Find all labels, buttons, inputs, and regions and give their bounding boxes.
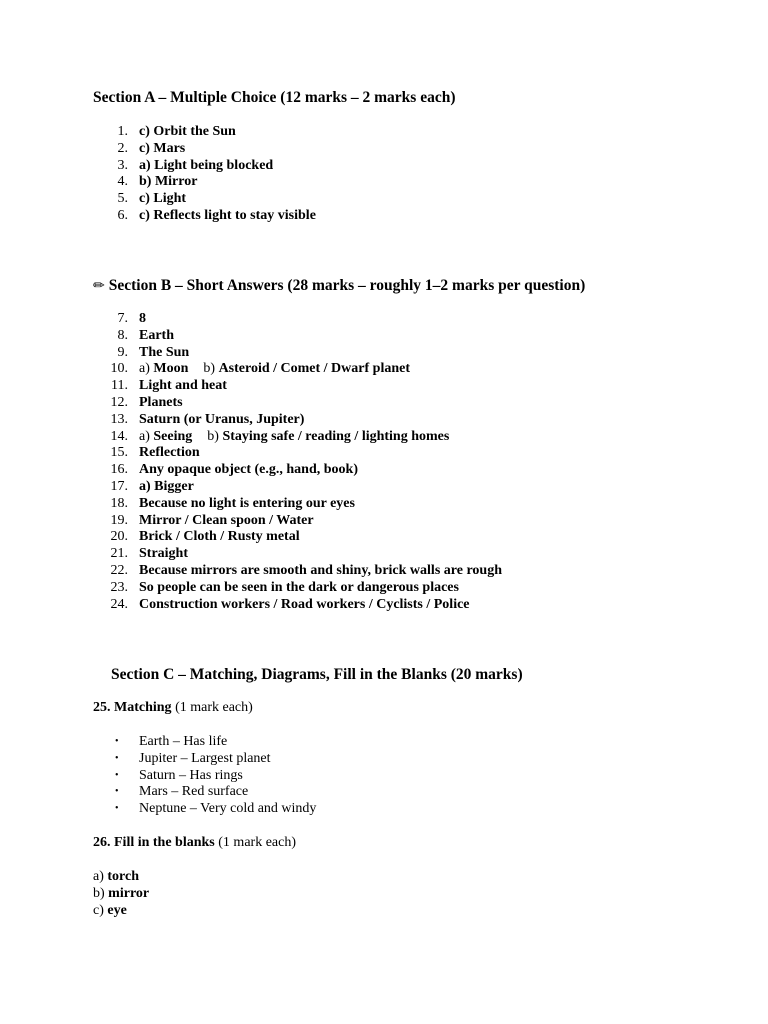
part-a-label: a) [139,428,154,444]
item-number: 1. [117,124,128,139]
item-answer: Any opaque object (e.g., hand, book) [139,462,358,478]
list-item [0,141,768,158]
matching-pair: Saturn – Has rings [139,767,243,783]
list-item [93,886,149,903]
list-item [0,174,768,191]
item-answer: Earth [139,327,174,343]
list-item [0,597,768,614]
list-item [93,903,149,920]
matching-note: (1 mark each) [171,700,253,715]
part-a-label: a) [139,361,154,377]
item-answer [139,429,449,446]
matching-pair: Earth – Has life [139,734,228,749]
item-answer: Planets [139,394,183,410]
item-number: 4. [117,174,128,190]
item-number: 15. [110,445,128,461]
matching-title: 25. Matching [93,700,172,715]
item-answer: Reflection [139,445,200,461]
blank-label: c) [93,902,108,918]
list-item [0,462,768,479]
bullet-icon: • [115,769,119,781]
list-item [0,124,768,141]
list-item [0,479,768,496]
list-item [0,734,768,751]
part-b-answer: Staying safe / reading / lighting homes [222,428,450,444]
list-item [0,311,768,328]
item-number: 7. [117,311,128,326]
item-answer: c) Light [139,191,187,207]
item-answer: Light and heat [139,378,227,394]
section-c-heading: Section C – Matching, Diagrams, Fill in the Blanks (20 marks) [111,666,523,683]
list-item [0,445,768,462]
list-item [0,513,768,530]
item-answer: Straight [139,546,188,562]
item-answer: a) Bigger [139,478,194,494]
item-answer: Brick / Cloth / Rusty metal [139,529,300,545]
item-number: 11. [111,378,128,394]
list-item [0,328,768,345]
item-number: 18. [110,495,128,511]
item-number: 5. [117,191,128,207]
list-item [0,496,768,513]
pencil-icon: ✏ [93,278,105,294]
part-a-answer: Moon [153,361,189,377]
list-item [0,158,768,175]
list-item [0,429,768,446]
item-answer: Mirror / Clean spoon / Water [139,512,314,528]
item-answer: Saturn (or Uranus, Jupiter) [139,411,305,427]
item-answer: c) Reflects light to stay visible [139,207,316,223]
item-answer: So people can be seen in the dark or dangerous places [139,579,459,595]
part-a-answer: Seeing [153,428,193,444]
blank-answer: mirror [108,885,150,901]
section-b-heading [93,276,585,296]
list-item [0,345,768,362]
item-number: 12. [110,394,128,410]
item-answer: Because mirrors are smooth and shiny, brick walls are rough [139,562,502,578]
list-item [0,191,768,208]
list-item [0,801,768,818]
fill-blanks-note: (1 mark each) [214,835,296,850]
blank-label: a) [93,869,108,884]
item-number: 13. [110,411,128,427]
item-answer: b) Mirror [139,174,198,190]
list-item [0,580,768,597]
item-number: 3. [117,157,128,173]
item-answer: 8 [139,311,146,326]
matching-pair: Mars – Red surface [139,784,249,800]
list-item [93,869,149,886]
item-number: 19. [110,512,128,528]
list-item [0,412,768,429]
bullet-icon: • [115,736,119,747]
list-item [0,395,768,412]
item-answer: Because no light is entering our eyes [139,495,355,511]
list-item [0,563,768,580]
fill-blanks-list [93,869,149,919]
list-item [0,529,768,546]
item-number: 24. [110,596,128,612]
matching-list [0,734,768,818]
blank-answer: eye [107,902,127,918]
list-item [0,784,768,801]
blank-answer: torch [107,869,140,884]
item-answer: The Sun [139,344,190,360]
blank-label: b) [93,885,109,901]
section-b-heading-text: Section B – Short Answers (28 marks – roughly 1–2 marks per question) [108,277,586,294]
part-b-label: b) [203,361,219,377]
matching-heading [93,699,253,717]
item-number: 22. [110,562,128,578]
item-answer [139,361,410,378]
item-answer: c) Mars [139,140,186,156]
item-number: 8. [117,327,128,343]
item-number: 6. [117,207,128,223]
item-answer: Construction workers / Road workers / Cyclists / Police [139,596,470,612]
section-a-answer-list [0,124,768,225]
list-item [0,378,768,395]
list-item [0,546,768,563]
matching-pair: Neptune – Very cold and windy [139,801,317,817]
list-item [0,751,768,768]
item-number: 16. [110,462,128,478]
item-answer: c) Orbit the Sun [139,124,236,139]
list-item [0,208,768,225]
item-number: 14. [110,428,128,444]
item-number: 2. [117,140,128,156]
item-number: 10. [110,361,128,377]
bullet-icon: • [115,803,119,815]
item-number: 9. [117,344,128,360]
fill-blanks-title: 26. Fill in the blanks [93,835,215,850]
matching-pair: Jupiter – Largest planet [139,750,271,766]
section-a-heading: Section A – Multiple Choice (12 marks – 2 marks each) [93,89,456,106]
section-b-answer-list [0,311,768,613]
item-answer: a) Light being blocked [139,157,274,173]
item-number: 23. [110,579,128,595]
item-number: 21. [110,546,128,562]
bullet-icon: • [115,786,119,798]
item-number: 17. [110,478,128,494]
bullet-icon: • [115,752,119,764]
fill-blanks-heading [93,834,296,852]
item-number: 20. [110,529,128,545]
list-item [0,361,768,378]
part-b-answer: Asteroid / Comet / Dwarf planet [218,361,410,377]
part-b-label: b) [207,428,223,444]
list-item [0,768,768,785]
